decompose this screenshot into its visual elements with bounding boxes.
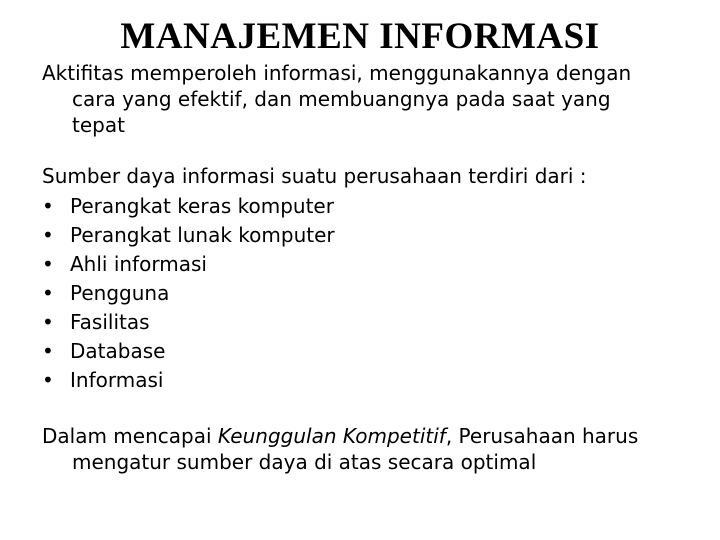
resources-list xyxy=(42,192,642,395)
conclusion-text-end: , Perusahaan harus xyxy=(445,424,639,448)
resources-intro: Sumber daya informasi suatu perusahaan terdiri dari : xyxy=(42,164,587,188)
definition-line-3: tepat xyxy=(72,113,125,137)
definition-line-2: cara yang efektif, dan membuangnya pada saat yang xyxy=(72,87,611,111)
list-item xyxy=(42,250,642,279)
conclusion-paragraph xyxy=(42,423,692,475)
bullet-icon: • xyxy=(42,310,54,334)
bullet-icon: • xyxy=(42,194,54,218)
definition-line-1: Aktifitas memperoleh informasi, menggunakannya dengan xyxy=(42,61,632,85)
list-item-text: Perangkat keras komputer xyxy=(70,194,334,218)
bullet-icon: • xyxy=(42,252,54,276)
list-item xyxy=(42,308,642,337)
conclusion-text-start: Dalam mencapai xyxy=(42,424,218,448)
list-item xyxy=(42,192,642,221)
list-item-text: Fasilitas xyxy=(70,310,150,334)
bullet-icon: • xyxy=(42,281,54,305)
list-item xyxy=(42,279,642,308)
list-item xyxy=(42,366,642,395)
list-item-text: Database xyxy=(70,339,166,363)
slide-title: MANAJEMEN INFORMASI xyxy=(120,16,600,57)
bullet-icon: • xyxy=(42,368,54,392)
list-item xyxy=(42,221,642,250)
bullet-icon: • xyxy=(42,339,54,363)
list-item-text: Perangkat lunak komputer xyxy=(70,223,335,247)
list-item xyxy=(42,337,642,366)
list-item-text: Pengguna xyxy=(70,281,170,305)
definition-paragraph xyxy=(42,60,692,138)
conclusion-emphasis: Keunggulan Kompetitif xyxy=(217,424,446,448)
conclusion-line-2: mengatur sumber daya di atas secara optimal xyxy=(72,450,537,474)
bullet-icon: • xyxy=(42,223,54,247)
list-item-text: Informasi xyxy=(70,368,164,392)
list-item-text: Ahli informasi xyxy=(70,252,207,276)
